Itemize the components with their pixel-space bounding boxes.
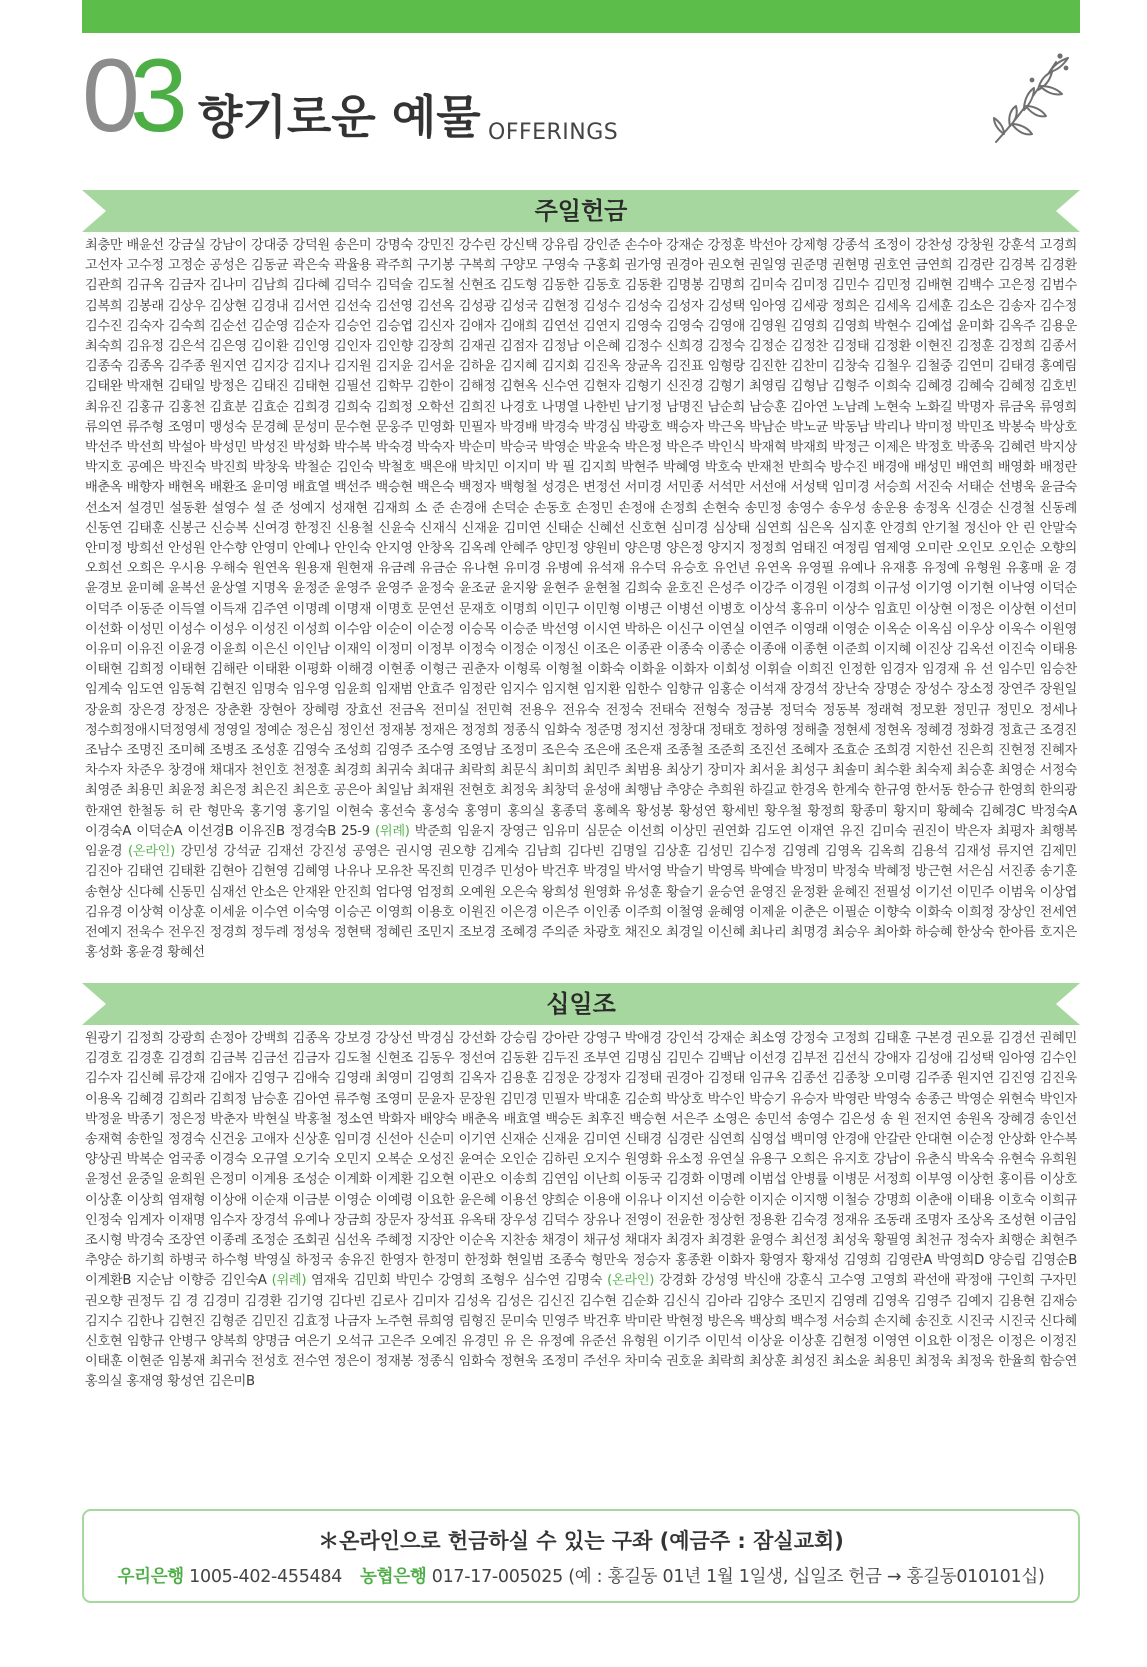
tithe-band (82, 983, 1080, 1025)
online-offering-box (82, 1509, 1080, 1603)
section-number-first: 0 (82, 38, 130, 154)
page-subtitle: OFFERINGS (488, 120, 619, 145)
bank-accounts (84, 1563, 1078, 1588)
section-header (82, 38, 1080, 154)
sunday-offering-heading: 주일헌금 (534, 197, 628, 225)
section-number-second: 3 (129, 38, 178, 154)
tithe-names: 원광기 김정희 강광희 손정아 강백희 김종옥 강보경 강상선 박경심 강선화 강승림 강아란 강영구 박애경 강인석 강재순 최소영 강정숙 고정희 김태훈 구본경 권오륜 김경선 권혜민 김경호 김경훈 김경희 김금복 김금선 김금자 김도철 신현조 김동우 정선여 김동환 김두진 조부연 김명심 김민수 김백남 이선경 김부전 김선식 강애자 김성애 김성택 임아영 김수인 김수자 김신혜 류강재 김애자 김영구 김애숙 김영래 최영미 김영희 김옥자 김용훈 김정운 강정자 김정태 권경아 김정태 임규옥 김종선 김종창 오미령 김주종 원지연 김진영 김진욱 이용옥 김혜경 김희라 김희정 남승훈 김아연 류주형 조영미 문윤자 문장원 김민경 민필자 박대훈 김순희 박상호 박수인 박승기 유승자 박영란 박영숙 송종근 박영순 위현숙 박인자 박정윤 박종기 정은정 박춘자 박현실 박홍철 정소연 박화자 배양숙 배춘옥 배효열 백승돈 최후진 백승현 서은주 소영은 송민석 송영수 김은성 송 원 전지연 송원옥 장혜경 송인선 송재혁 송한일 정경숙 신건웅 고애자 신상훈 임미경 신선아 신순미 이기연 신재순 신재윤 김미연 신태경 심경란 심연희 심영섭 백미영 안경애 안갈란 안대현 이순정 안상화 안수복 양상권 박복순 엄국종 이경숙 오규열 오기숙 오민지 오복순 오성진 윤여순 오인순 김하린 오지수 원영화 유소정 유연실 유용구 오희은 유지호 강남이 유춘식 박옥숙 유현숙 유희원 윤정선 윤중일 윤희원 은정미 이계용 조성순 이계화 이계환 김오현 이관오 이송희 김연임 이난희 이동국 김경화 이명례 이범섭 안병률 이병문 서정희 이부영 이상헌 홍이름 이상호 이상훈 이상희 염재형 이상애 이순재 이금분 이영순 이예령 이요한 윤은혜 이용선 양희순 이용애 이유나 이지선 이승한 이지순 이지행 이철승 강명희 이춘애 이태용 이호숙 이희규 인정숙 임계자 이재명 임수자 장경석 유예나 장금희 장문자 장석표 유옥태 장우성 김덕수 장유나 전영이 전윤한 정상헌 정용환 김숙경 정재유 조동래 조명자 조상옥 조성현 이금임 조시형 박경숙 조장연 이종례 조정순 조회권 심선옥 주혜정 지장안 이순옥 지찬송 채경이 채규성 채대자 최경자 최경환 윤영수 최선정 최성욱 황필영 최천규 정숙자 최행순 최현주 추양순 하기희 하병국 하수형 박영실 하정국 송유진 한영자 한정미 한정화 현일범 조종숙 형만욱 정승자 홍종환 이화자 황영자 황재성 김영희 김영란A 박영희D 양승립 김영순B 이계환B 지순남 이향증 김인숙A (위례) 염재욱 김민회 박민수 강영희 조형우 심수연 김명숙 (온라인) 강경화 강성영 박신애 강훈식 고수영 고영희 곽선애 곽정애 구인희 구자민 권오향 권정두 김 경 김경미 김경환 김기영 김다빈 김로사 김미자 김성옥 김성은 김신진 김수현 김순화 김신식 김아라 김양수 조민지 김영례 김영옥 김영주 김예지 김용현 김재승 김지수 김한나 김현진 김형준 김민진 김효정 나금자 노주현 류희영 림형진 문미숙 민영주 박건후 박미란 박현정 방은옥 백상희 백수정 서승희 손지혜 송진호 시진국 시진국 신다혜 신호현 임향규 안병구 양복희 양명금 여은기 오석규 고은주 오예진 유경민 유 은 유정예 유준선 유형원 이기주 이민석 이상윤 이상훈 김현정 이영연 이요한 이정은 이정은 이정진 이태훈 이현준 임봉재 최귀숙 전성호 전수연 정은이 정재봉 정종식 임화숙 정현욱 조정미 주선우 차미숙 권호윤 최락희 최상훈 최성진 최소윤 최용민 최정욱 최정욱 한율희 함승연 홍의실 홍재영 황성연 김은미B (85, 1031, 1077, 1390)
top-accent-bar (82, 0, 1080, 33)
sunday-offering-names: 최충만 배윤선 강금실 강남이 강대중 강덕원 송은미 강명숙 강민진 강수린 강신택 강유림 강인준 손수아 강재순 강정훈 박선아 강제형 강종석 조정이 강찬성 강창원 강훈석 고경희 고선자 고수정 고정순 공성은 김동균 곽은숙 곽율용 곽주희 구기봉 구복희 구양모 구영숙 구홍회 권가영 권경아 권오현 권일영 권준명 권현명 권호연 금연희 김경란 김경복 김경환 김관희 김규옥 김금자 김나미 김남희 김다혜 김덕수 김덕술 김도철 신현조 김도형 김동한 김동호 김동환 김명봉 김명희 김미숙 김미정 김민수 김민정 김배현 김백수 고은정 김범수 김복희 김봉래 김상우 김상현 김경내 김서연 김선숙 김선영 김선옥 김성광 김성국 김현정 김성수 김성숙 김성자 김성택 임아영 김세광 정희은 김세옥 김세훈 김소은 김송자 김수정 김수진 김숙자 김숙희 김순선 김순영 김순자 김승언 김승엽 김신자 김애자 김애희 김연선 김연지 김영숙 김영숙 김영애 김영원 김영희 김영희 박현수 김예섭 윤미화 김옥주 김용운 최숙희 김유정 김은석 김은영 김이환 김인영 김인자 김인향 김장희 김재권 김점자 김정남 이은혜 김정수 신희경 김정숙 김정순 김정찬 김정태 김정환 이현진 김정훈 김정희 김종서 김종숙 김종옥 김주종 원지연 김지강 김지나 김지원 김지윤 김서윤 김하윤 김지혜 김지회 김진옥 장균옥 김진표 임형랑 김진한 김찬미 김창숙 김철우 김철중 김연미 김태경 홍예림 김태완 박재현 김태일 방정은 김태진 김태현 김필선 김학무 김한이 김해정 김현옥 신수연 김현자 김형기 신진경 김형기 최영림 김형남 김형주 이희숙 김혜경 김혜숙 김혜정 김호빈 최유진 김홍규 김홍천 김효분 김효순 김희경 김희숙 김희정 오학선 김희진 나경호 나명열 나한빈 남기정 남명진 남순희 남승훈 김아연 노남례 노현숙 노화길 박명자 류금옥 류영희 류의연 류주형 조영미 맹성숙 문경혜 문성미 문수현 문웅주 민영화 민필자 박경배 박경숙 박경심 박광호 백승자 박근옥 박남순 박노균 박동남 박리나 박미정 박민조 박봉숙 박상호 박선주 박선희 박설아 박성민 박성진 박성화 박수복 박숙경 박숙자 박순미 박승국 박영순 박윤숙 박은정 박은주 박인식 박재혁 박재희 박정근 이제은 박정호 박종욱 김혜련 박지상 박지호 공예은 박진숙 박진희 박창욱 박철순 김인숙 박철호 백은애 박치민 이지미 박 필 김지희 박현주 박혜영 박호숙 반재천 반희숙 방수진 배경애 배성민 배연희 배영화 배정란 배춘옥 배향자 배현옥 배환조 윤미영 배효열 백선주 백승현 백은숙 백정자 백형철 성경은 변정선 서미경 서민종 서석만 서선애 서성택 임미경 서승희 서진숙 서태순 선병욱 윤금숙 선소저 설경민 설동환 설영수 설 준 성예지 성재현 김재희 소 준 손경애 손덕순 손동호 손정민 손정애 손정희 손현숙 송민정 송영수 송우성 송운용 송정옥 신경순 신경철 신동례 신동연 김태훈 신봉근 신승복 신여경 한정진 신용철 신윤숙 신재식 신재윤 김미연 신태순 신혜선 신호현 심미경 심상태 심연희 심은옥 심지훈 안경희 안기철 정신아 안 린 안말숙 안미정 방희선 안성원 안수향 안영미 안예나 안인숙 안지영 안창옥 김옥례 안혜주 양민정 양원비 양은명 양은정 양지지 정정희 엄태진 여정림 염제영 오미란 오인모 오인순 오향의 오희선 오희은 우시용 우해숙 원연옥 원용재 원현재 유금례 유금순 유나현 유미경 유병예 유석재 유수덕 유승호 유언년 유연옥 유영필 유예나 유재흥 유정예 유형원 유홍매 윤 경 윤경보 윤미혜 윤복선 윤상열 지명옥 윤정준 윤영주 윤영주 윤정숙 윤조균 윤지왕 윤현주 윤현철 김희숙 윤호진 은성주 이강주 이경원 이경희 이규성 이기영 이기현 이낙영 이덕순 이덕주 이동준 이득열 이득재 김주연 이명례 이명재 이명호 문연선 문재호 이명희 이민구 이민형 이병근 이병선 이병호 이상석 홍유미 이상수 임효민 이상현 이정은 이상현 이선미 이선화 이성민 이성수 이성우 이성진 이성희 이수암 이순이 이순정 이승목 이승준 박선영 이시연 박하은 이신구 이연실 이연주 이영래 이영순 이옥순 이옥심 이우상 이욱수 이원영 이유미 이유진 이윤경 이윤희 이은신 이인남 이재익 이정미 이정부 이정숙 이정순 이정신 이조은 이종관 이종숙 이종순 이종애 이종현 이준희 이지혜 이진상 김옥선 이진숙 이태용 이태현 김희정 이태현 김해란 이태환 이평화 이해경 이현종 이형근 권춘자 이형록 이형철 이화숙 이화윤 이화자 이회성 이휘슬 이희진 인정한 임경자 임경재 유 선 임수민 임승찬 임계숙 임도연 임동혁 김현진 임명숙 임우영 임윤희 임재범 안효주 임정란 임지수 임지현 임지환 임한수 임향규 임홍순 이석재 장경석 장난숙 장명순 장성수 장소정 장연주 장원일 장윤희 장은경 장정은 장춘환 장현아 장혜령 장효선 전금옥 전미실 전민혁 전용우 전유숙 전정숙 전태숙 전형숙 정금봉 정덕숙 정동복 정래혁 정모환 정민규 정민오 정세나 정수희정애시덕정영세 정영일 정예순 정은심 정인선 정재봉 정재은 정정희 정종식 임화숙 정준명 정지선 정창대 정태호 정하영 정해출 정현세 정현옥 정혜경 정화경 정효근 조경진 조남수 조명진 조미혜 조병조 조성훈 김영숙 조성희 김영주 조수영 조영남 조정미 조은숙 조은애 조은재 조종철 조준희 조진선 조혜자 조효순 조희경 지한선 진은희 진현정 진혜자 차수자 차준우 창경애 채대자 천인호 천정훈 최경희 최귀숙 최대규 최락희 최문식 최미희 최민주 최범용 최상기 장미자 최서윤 최성구 최솔미 최수환 최숙제 최승훈 최영순 서정숙 최영준 최용민 최윤정 최은정 최은진 최은호 공은아 최일남 최재원 전현호 최정욱 최창덕 윤성애 최행남 추양순 추희원 하길교 한경옥 한계숙 한규영 한서동 한승규 한영희 한의광 한재연 한철동 허 란 형만욱 홍기영 홍기일 이현숙 홍선숙 홍성숙 홍영미 홍의실 홍종덕 홍혜옥 황성봉 황성연 황세빈 황우철 황정희 황종미 황지미 황혜숙 김혜경C 박정숙A 이경숙A 이덕순A 이선경B 이유진B 정경숙B 25-9 (위례) 박준희 임윤지 장영근 임유미 심문순 이선희 이상민 권연화 김도연 이재연 유진 김미숙 권진이 박은자 최평자 최행복 임윤경 (온라인) 강민성 강석균 김재선 강진성 공영은 권시영 권오향 김계숙 김남희 김다빈 김명일 김상훈 김성민 김수정 김영례 김영옥 김옥희 김용석 김재성 류지연 김제민 김진아 김태연 김태환 김현아 김현영 김혜영 나유나 모유찬 목진희 민경주 민성아 박건후 박경일 박서영 박슬기 박영록 박예슬 박정미 박정숙 박혜정 방근현 서은심 서진종 송기훈 송현상 신다혜 신동민 심재선 안소은 안재완 안진희 엄다영 엄정희 오예원 오은숙 왕희성 원영화 유성훈 황슬기 윤승연 윤영진 윤정환 윤혜진 전필성 이기선 이민주 이범욱 이상엽 김유경 이상혁 이상훈 이세윤 이수연 이숙영 이승곤 이영희 이용호 이원진 이은경 이은주 이인종 이주희 이철영 윤혜영 이제윤 이춘은 이필순 이향숙 이화숙 이희정 장상인 전세연 전예지 전욱수 전우진 정경희 정두례 정성욱 정현택 정혜린 조민지 조보경 조혜경 주의준 차광호 채진오 최경일 이신혜 최나리 최명경 최승우 최아화 하승혜 한상숙 한아름 호지은 홍성화 홍윤경 황혜선 (85, 238, 1077, 961)
leaf-branch-icon (990, 50, 1072, 146)
bank1-account: 1005-402-455484 (189, 1567, 343, 1587)
parish-marker: (온라인) (127, 844, 175, 860)
bank1-name: 우리은행 (117, 1567, 184, 1587)
tithe-heading: 십일조 (546, 990, 616, 1018)
online-offering-title: ＊온라인으로 헌금하실 수 있는 구좌 (예금주 : 잠실교회) (318, 1529, 844, 1553)
parish-marker: (위례) (375, 823, 410, 839)
section-number (82, 38, 178, 154)
account-note: (예 : 홍길동 01년 1월 1일생, 십일조 헌금 → 홍길동010101십) (568, 1567, 1045, 1587)
parish-marker: (온라인) (607, 1273, 655, 1289)
bank2-account: 017-17-005025 (431, 1567, 563, 1587)
page-title: 향기로운 예물 (198, 90, 481, 144)
parish-marker: (위례) (271, 1273, 307, 1289)
sunday-offering-band (82, 190, 1080, 232)
bank2-name: 농협은행 (360, 1567, 427, 1587)
